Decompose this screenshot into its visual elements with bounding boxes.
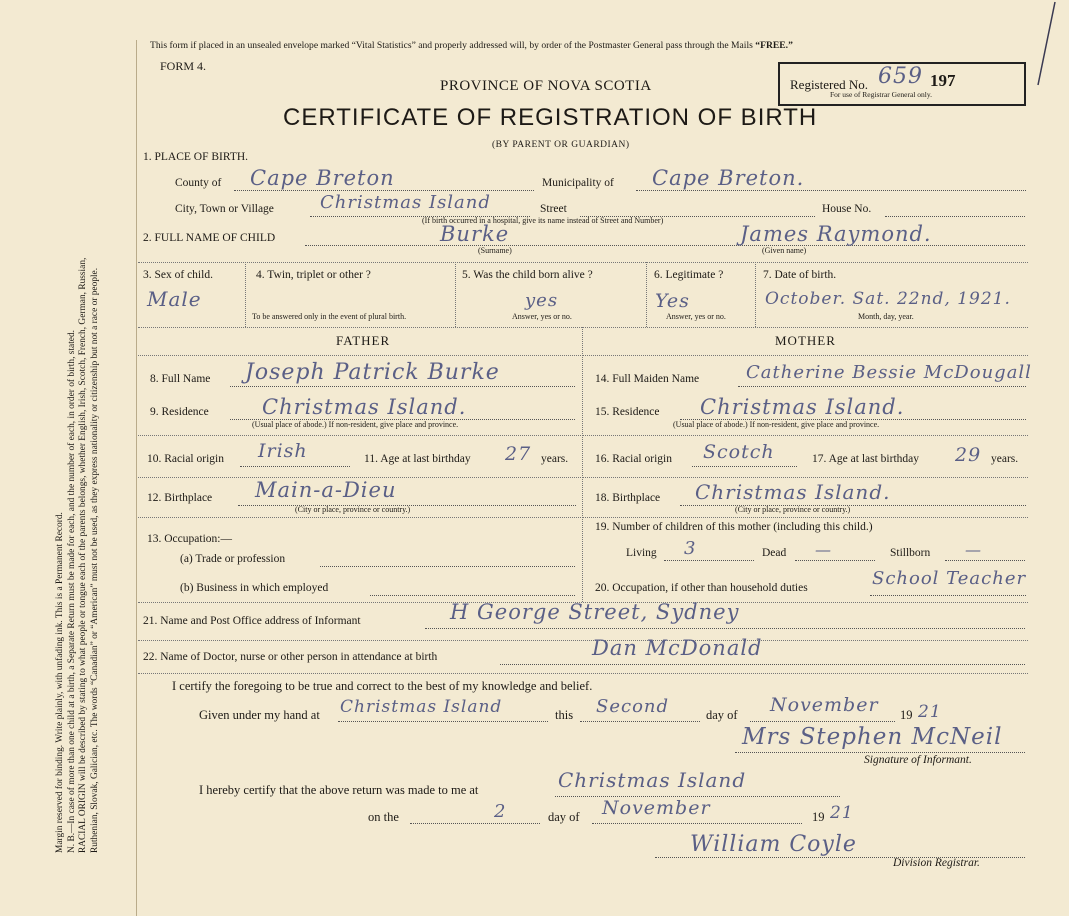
hospital-note: (If birth occurred in a hospital, give its name instead of Street and Number) [422,216,664,225]
registrar-year-hw: 21 [830,803,854,823]
registered-label: Registered No. [790,77,868,92]
father-age: 27 [505,443,532,465]
alive-label: 5. Was the child born alive ? [462,269,593,281]
alive-note: Answer, yes or no. [512,312,572,321]
informant-label: 21. Name and Post Office address of Informant [143,615,361,627]
form-number: FORM 4. [160,59,207,73]
dead-label: Dead [762,547,787,559]
registrar-note: For use of Registrar General only. [830,90,932,99]
mother-occupation: School Teacher [872,568,1027,589]
signature-label: Signature of Informant. [864,754,972,766]
mother-age-label: 17. Age at last birthday [812,453,919,465]
father-racial-label: 10. Racial origin [147,453,224,465]
registrar-month: November [602,797,711,819]
county-value: Cape Breton [250,166,395,190]
subtitle: (BY PARENT OR GUARDIAN) [492,140,630,150]
given-year-print: 19 [900,708,913,722]
given-month: November [770,694,879,716]
municipality-label: Municipality of [542,177,614,189]
date-value: October. Sat. 22nd, 1921. [765,289,1011,309]
registrar-year-print: 19 [812,810,825,824]
given-name-label: (Given name) [762,246,807,255]
registrar-statement: I hereby certify that the above return was made to me at [199,783,479,797]
living-value: 3 [684,538,697,559]
registered-number-hw: 659 [878,64,923,89]
given-year-hw: 21 [918,702,942,722]
dead-value: — [815,540,832,559]
city-label: City, Town or Village [175,203,274,215]
mother-birthplace-label: 18. Birthplace [595,492,661,504]
alive-value: yes [525,290,559,311]
occupation-label: 13. Occupation:— [147,533,232,545]
father-years: years. [541,453,569,465]
given-place: Christmas Island [340,697,503,717]
father-birthplace-note: (City or place, province or country.) [295,505,411,514]
registrar-signature: William Coyle [690,832,857,857]
doctor-value: Dan McDonald [592,636,763,660]
child-given-name: James Raymond. [740,222,932,246]
mother-residence-label: 15. Residence [595,406,660,418]
living-label: Living [626,547,657,559]
mother-abode-note: (Usual place of abode.) If non-resident, give place and province. [673,420,880,429]
stillborn-value: — [965,540,982,559]
legitimate-note: Answer, yes or no. [666,312,726,321]
county-label: County of [175,177,222,189]
informant-value: H George Street, Sydney [450,600,740,624]
twin-note: To be answered only in the event of plural birth. [252,312,407,321]
doctor-label: 22. Name of Doctor, nurse or other person in attendance at birth [143,651,438,663]
mother-age: 29 [955,444,982,466]
father-birthplace: Main-a-Dieu [255,478,397,502]
given-day: Second [596,696,670,717]
father-birthplace-label: 12. Birthplace [147,492,213,504]
father-age-label: 11. Age at last birthday [364,453,471,465]
child-name-label: 2. FULL NAME OF CHILD [143,232,276,244]
father-name-label: 8. Full Name [150,373,211,385]
on-the-label: on the [368,810,399,824]
registered-number-stamp: 197 [930,71,956,90]
postal-note: This form if placed in an unsealed envelope marked “Vital Statistics” and properly addressed will, by order of the Postmaster General pass through the Mails “FREE.” [150,40,793,51]
city-value: Christmas Island [320,192,491,213]
mother-years: years. [991,453,1019,465]
mother-heading: MOTHER [775,333,836,348]
mother-occupation-label: 20. Occupation, if other than household duties [595,582,808,594]
this-label: this [555,708,574,722]
father-residence: Christmas Island. [262,395,467,419]
child-surname: Burke [440,222,510,246]
father-abode-note: (Usual place of abode.) If non-resident, give place and province. [252,420,459,429]
father-racial: Irish [258,440,308,462]
sex-value: Male [147,287,202,311]
province-heading: PROVINCE OF NOVA SCOTIA [440,78,652,94]
sex-label: 3. Sex of child. [143,269,213,281]
date-note: Month, day, year. [858,312,914,321]
registrar-title: Division Registrar. [893,857,980,869]
mother-racial: Scotch [703,441,775,463]
pen-stroke [1020,0,1060,90]
mother-racial-label: 16. Racial origin [595,453,672,465]
day-of-label: day of [706,708,738,722]
street-label: Street [540,203,567,215]
father-heading: FATHER [336,333,391,348]
informant-signature: Mrs Stephen McNeil [742,724,1003,750]
legitimate-value: Yes [655,290,690,312]
margin-instructions [55,73,101,853]
business-label: (b) Business in which employed [180,582,329,594]
mother-birthplace: Christmas Island. [695,480,891,504]
children-label: 19. Number of children of this mother (including this child.) [595,521,873,533]
certify-statement: I certify the foregoing to be true and correct to the best of my knowledge and belief. [172,679,593,693]
margin-line: N. B.—In case of more than one child at a birth, a Separate Return must be made for each, and the number of each, in order of birth, stated. [66,330,77,853]
father-residence-label: 9. Residence [150,406,209,418]
mother-name-label: 14. Full Maiden Name [595,373,700,385]
margin-line: Ruthenian, Slovak, Galician, etc. The words “Canadian” or “American” must not be used, as they express nationality or citizenship but not a race or people. [89,267,100,853]
page-title: CERTIFICATE OF REGISTRATION OF BIRTH [283,104,818,131]
stillborn-label: Stillborn [890,547,931,559]
mother-name: Catherine Bessie McDougall [746,362,1032,383]
given-label: Given under my hand at [199,708,320,722]
father-name: Joseph Patrick Burke [245,360,500,385]
surname-label: (Surname) [478,246,512,255]
legitimate-label: 6. Legitimate ? [654,269,724,281]
place-of-birth-label: 1. PLACE OF BIRTH. [143,151,249,163]
margin-line: RACIAL ORIGIN will be described by stating to what people or tongue each of the parents belongs, whether English, Irish, Scotch, French, German, Russian, [78,257,88,853]
registrar-place: Christmas Island [558,768,747,792]
house-label: House No. [822,203,872,215]
municipality-value: Cape Breton. [652,166,805,190]
date-label: 7. Date of birth. [763,269,837,281]
mother-residence: Christmas Island. [700,395,905,419]
registrar-day-of-label: day of [548,810,580,824]
margin-line: Margin reserved for binding. Write plainly, with unfading ink. This is a Permanent Record. [55,512,65,853]
margin-rule [136,40,137,916]
trade-label: (a) Trade or profession [180,553,286,565]
twin-label: 4. Twin, triplet or other ? [256,269,371,281]
registrar-day: 2 [494,801,507,822]
mother-birthplace-note: (City or place, province or country.) [735,505,851,514]
